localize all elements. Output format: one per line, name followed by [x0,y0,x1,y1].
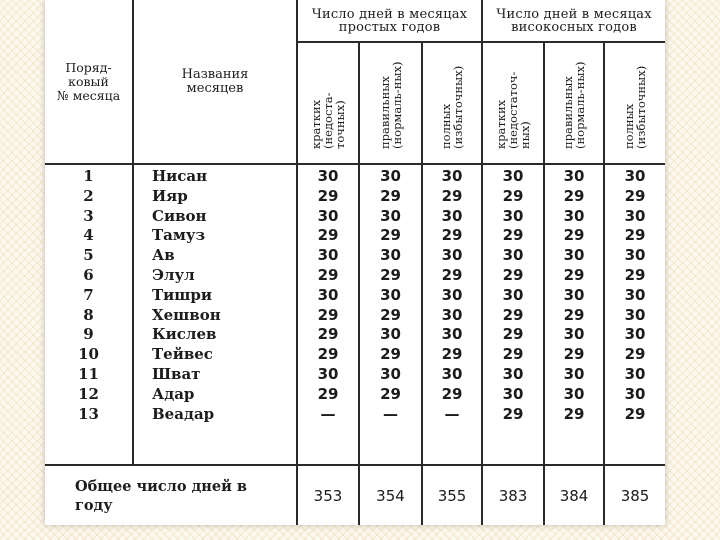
leap-complete-header [604,42,665,164]
days-cell: 30 [380,167,401,185]
total-leap-regular: 384 [544,465,604,525]
simple-complete-column [422,164,482,465]
leap-deficient-text: кратких (недостаточ-ных) [494,71,533,149]
days-cell: 29 [502,325,524,344]
days-cell: 29 [317,226,339,245]
days-cell: 29 [502,186,524,205]
days-cell: 30 [502,167,524,185]
days-cell: 30 [380,206,401,225]
simple-regular-column [359,164,422,465]
days-cell: 29 [317,305,339,324]
total-days-label-text: Общее число дней в году [75,478,248,514]
days-cell: 30 [624,206,646,225]
leap-deficient-column [482,164,544,465]
days-cell: 30 [624,246,646,265]
months-table [45,0,665,525]
leap-regular-text: правильных (нормаль-ных) [561,61,588,149]
days-cell: 29 [441,226,463,245]
days-cell: 29 [380,384,401,403]
days-cell: 30 [563,364,585,383]
days-cell: 30 [441,325,463,344]
days-cell: 29 [380,186,401,205]
total-simple-complete: 355 [422,465,482,525]
days-cell: 30 [380,246,401,265]
days-cell: 29 [624,186,646,205]
days-cell: — [383,404,398,423]
month-number-cell: 11 [78,364,99,383]
days-cell: 29 [441,384,463,403]
days-cell: 29 [380,265,401,284]
month-number-cell: 2 [83,186,94,205]
month-number-cell: 7 [83,285,94,304]
table-image [45,0,665,525]
days-cell: 30 [317,285,339,304]
days-cell: 30 [441,285,463,304]
days-cell: 30 [441,206,463,225]
month-name-cell: Шват [152,364,201,383]
month-name-cell: Хешвон [152,305,221,324]
days-cell: 30 [563,384,585,403]
days-cell: 30 [317,167,339,185]
leap-complete-text: полных (избыточных) [622,65,649,149]
month-name-cell: Элул [152,265,195,284]
month-number-cell: 3 [83,206,94,225]
simple-deficient-column [297,164,359,465]
days-cell: 29 [502,226,524,245]
days-cell: 29 [502,404,524,423]
total-simple-regular: 354 [359,465,422,525]
month-number-cell: 8 [83,305,94,324]
days-cell: 30 [563,285,585,304]
days-cell: 30 [441,364,463,383]
days-cell: — [444,404,460,423]
days-cell: 30 [624,285,646,304]
days-cell: 29 [563,345,585,364]
days-cell: 29 [563,404,585,423]
simple-deficient-header [297,42,359,164]
leap-deficient-header [482,42,544,164]
days-cell: 29 [624,226,646,245]
days-cell: 29 [317,186,339,205]
days-cell: 30 [317,364,339,383]
month-number-cell: 10 [78,345,99,364]
days-cell: 30 [380,285,401,304]
days-cell: 30 [624,167,646,185]
days-cell: 30 [502,206,524,225]
days-cell: 29 [441,265,463,284]
days-cell: 29 [563,186,585,205]
days-cell: 30 [502,246,524,265]
simple-regular-header [359,42,422,164]
month-name-cell: Нисан [152,167,208,185]
total-simple-deficient: 353 [297,465,359,525]
month-name-cell: Веадар [152,404,215,423]
order-numbers-column [45,164,133,465]
days-cell: 30 [317,206,339,225]
days-cell: 29 [563,226,585,245]
month-number-cell: 4 [83,226,94,245]
simple-complete-header [422,42,482,164]
simple-deficient-text: кратких (недоста-точных) [309,92,347,149]
days-cell: 29 [317,325,339,344]
days-cell: 29 [624,345,646,364]
month-name-header-text: Названия месяцев [181,66,249,96]
month-name-cell: Тишри [152,285,213,304]
days-cell: 29 [563,265,585,284]
days-cell: 30 [624,325,646,344]
days-cell: 30 [624,305,646,324]
total-leap-deficient: 383 [482,465,544,525]
month-number-cell: 6 [83,265,94,284]
days-cell: 29 [380,305,401,324]
total-leap-complete: 385 [604,465,665,525]
month-name-cell: Сивон [152,206,207,225]
days-cell: 29 [502,265,524,284]
days-cell: 29 [380,345,401,364]
leap-regular-column [544,164,604,465]
month-number-cell: 5 [83,246,94,265]
month-names-column [133,164,297,465]
days-cell: 29 [380,226,401,245]
leap-regular-header [544,42,604,164]
simple-complete-text: полных (избыточных) [439,65,465,149]
month-name-cell: Тейвес [152,345,213,364]
order-number-header [45,0,133,164]
month-number-cell: 13 [78,404,99,423]
days-cell: 30 [380,364,401,383]
days-cell: 30 [317,246,339,265]
days-cell: — [320,404,336,423]
month-name-cell: Ияр [152,186,188,205]
days-cell: 30 [563,206,585,225]
days-cell: 30 [563,246,585,265]
days-cell: 30 [624,384,646,403]
month-number-cell: 1 [83,167,94,185]
days-cell: 29 [441,186,463,205]
days-cell: 30 [441,167,463,185]
days-cell: 29 [441,345,463,364]
days-cell: 29 [624,404,646,423]
leap-years-group-text: Число дней в месяцах високосных годов [496,6,652,35]
days-cell: 30 [502,285,524,304]
days-cell: 29 [502,345,524,364]
month-name-cell: Кислев [152,325,217,344]
days-cell: 30 [624,364,646,383]
days-cell: 30 [380,325,401,344]
days-cell: 30 [441,246,463,265]
month-name-cell: Адар [152,384,195,403]
days-cell: 30 [563,325,585,344]
simple-years-group-header [297,0,482,42]
month-number-cell: 12 [78,384,99,403]
order-number-header-text: Поряд- ковый № месяца [56,59,121,103]
month-number-cell: 9 [83,325,94,344]
total-days-label [45,465,297,525]
leap-years-group-header [482,0,665,42]
days-cell: 29 [624,265,646,284]
days-cell: 30 [563,167,585,185]
days-cell: 29 [563,305,585,324]
month-name-header [133,0,297,164]
days-cell: 30 [502,384,524,403]
days-cell: 30 [441,305,463,324]
days-cell: 29 [317,345,339,364]
days-cell: 30 [502,364,524,383]
days-cell: 29 [317,265,339,284]
month-name-cell: Тамуз [152,226,206,245]
days-cell: 29 [317,384,339,403]
simple-years-group-text: Число дней в месяцах простых годов [311,6,468,35]
leap-complete-column [604,164,665,465]
month-name-cell: Ав [152,246,175,265]
simple-regular-text: правильных (нормаль-ных) [377,61,404,149]
days-cell: 29 [502,305,524,324]
